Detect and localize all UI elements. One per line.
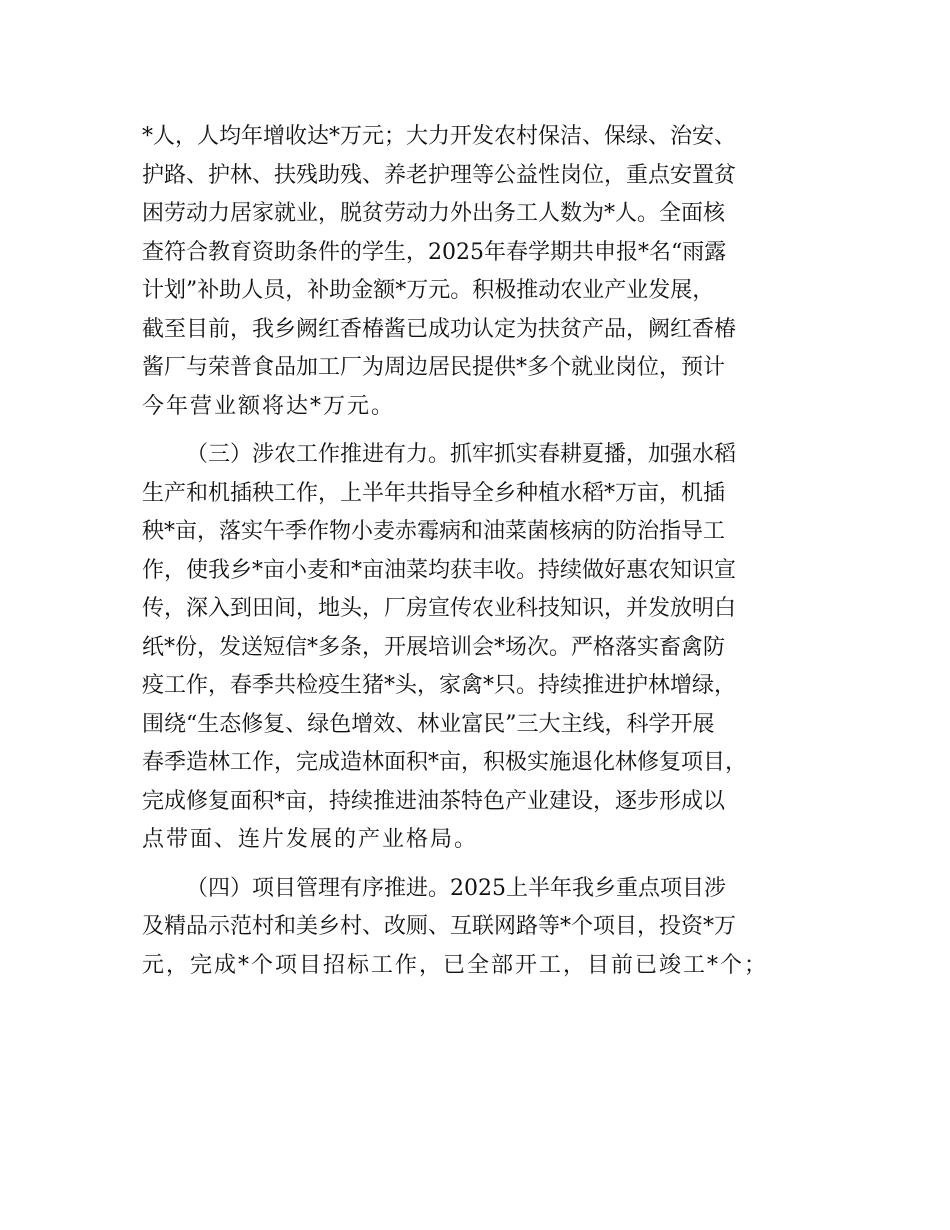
text-line: 纸*份，发送短信*多条，开展培训会*场次。严格落实畜禽防 xyxy=(142,634,726,660)
text-line: 护路、护林、扶残助残、养老护理等公益性岗位，重点安置贫 xyxy=(142,162,737,188)
paragraph-section-3 xyxy=(142,436,826,860)
text-line: 完成修复面积*亩，持续推进油茶特色产业建设，逐步形成以 xyxy=(142,788,726,814)
text-line: 元，完成*个项目招标工作，已全部开工，目前已竣工*个； xyxy=(142,952,769,978)
text-line: 酱厂与荣普食品加工厂为周边居民提供*多个就业岗位，预计 xyxy=(142,355,726,380)
document-body xyxy=(142,118,826,985)
paragraph-continuation xyxy=(142,118,826,426)
text-line: 生产和机插秧工作，上半年共指导全乡种植水稻*万亩，机插 xyxy=(142,480,726,506)
text-line: *人，人均年增收达*万元；大力开发农村保洁、保绿、治安、 xyxy=(142,124,737,149)
text-line: 秧*亩，落实午季作物小麦赤霉病和油菜菌核病的防治指导工 xyxy=(142,519,726,544)
text-line: 点带面、连片发展的产业格局。 xyxy=(142,827,479,852)
text-line: 截至目前，我乡阙红香椿酱已成功认定为扶贫产品，阙红香椿 xyxy=(142,316,737,342)
text-line: 困劳动力居家就业，脱贫劳动力外出务工人数为*人。全面核 xyxy=(142,201,726,226)
text-line: 计划”补助人员，补助金额*万元。积极推动农业产业发展， xyxy=(142,278,715,303)
text-line: 疫工作，春季共检疫生猪*头，家禽*只。持续推进护林增绿， xyxy=(142,673,737,698)
text-line: 及精品示范村和美乡村、改厕、互联网路等*个项目，投资*万 xyxy=(142,914,737,939)
text-line: 今年营业额将达*万元。 xyxy=(142,393,396,419)
text-line: 围绕“生态修复、绿色增效、林业富民”三大主线，科学开展 xyxy=(142,711,715,737)
text-line: 春季造林工作，完成造林面积*亩，积极实施退化林修复项目， xyxy=(142,750,748,775)
text-line: 查符合教育资助条件的学生，2025年春学期共申报*名“雨露 xyxy=(142,239,727,265)
text-line: 传，深入到田间，地头，厂房宣传农业科技知识，并发放明白 xyxy=(142,596,737,621)
text-line: 作，使我乡*亩小麦和*亩油菜均获丰收。持续做好惠农知识宣 xyxy=(142,557,737,583)
section-heading-line: （三）涉农工作推进有力。抓牢抓实春耕夏播，加强水稻 xyxy=(186,442,737,467)
section-heading-line: （四）项目管理有序推进。2025上半年我乡重点项目涉 xyxy=(186,875,726,901)
paragraph-section-4 xyxy=(142,870,826,986)
